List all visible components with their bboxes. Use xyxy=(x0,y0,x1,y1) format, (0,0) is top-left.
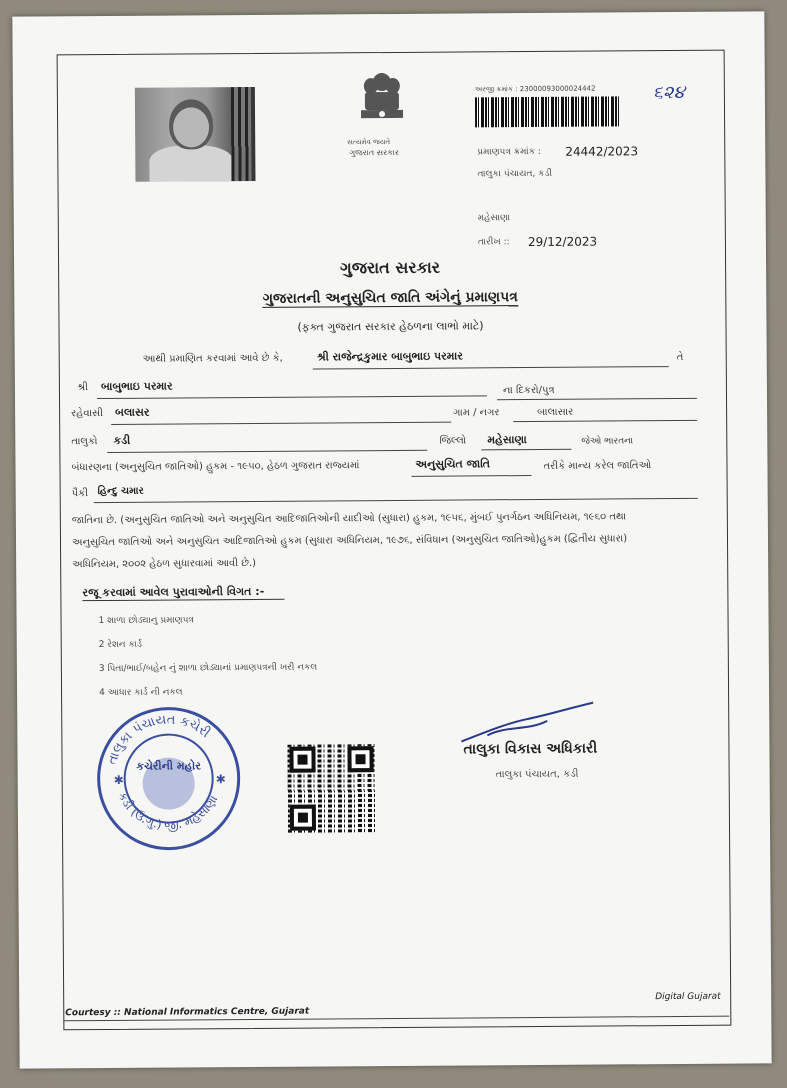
resident-value: બલાસર xyxy=(115,405,150,419)
certificate-title-text: ગુજરાતની અનુસુચિત જાતિ અંગેનું પ્રમાણપત્ર xyxy=(262,289,518,307)
document-item: 3 પિતા/ભાઈ/બહેન નું શાળા છોડ્યાનાં પ્રમાણપત્રની ખરી નકલ xyxy=(98,662,318,675)
shri-label: શ્રી xyxy=(76,382,88,394)
header-district: મહેસાણા xyxy=(477,213,511,224)
footer-digital: Digital Gujarat xyxy=(655,991,721,1003)
certificate-subtitle: (ફક્ત ગુજરાત સરકાર હેઠળના લાભો માટે) xyxy=(297,319,484,334)
resident-label: રહેવાસી xyxy=(71,408,104,420)
signatory-title: તાલુકા વિકાસ અધિકારી xyxy=(463,740,598,758)
emblem-motto: સત્યમેવ જયતે xyxy=(347,138,391,147)
svg-text:કચેરીની મહોર: કચેરીની મહોર xyxy=(136,759,201,773)
issue-date: 29/12/2023 xyxy=(527,234,598,250)
recognized-text: તરીકે માન્ય કરેલ જાતિઓ xyxy=(543,460,652,472)
constitution-text: બંધારણના (અનુસુચિત જાતિઓ) હુકમ - ૧૯૫૦, હેઠળ ગુજરાત રાજ્યમાં xyxy=(71,460,360,474)
svg-text:તાલુકા પંચાયત કચેરી: તાલુકા પંચાયત કચેરી xyxy=(104,712,213,767)
son-daughter-label: ના દિકરો/પુત્ર xyxy=(502,384,555,397)
svg-text:કડી (ઉ.ગુ.) જી. મહેસાણા: કડી (ઉ.ગુ.) જી. મહેસાણા xyxy=(115,789,221,833)
emblem-govt: ગુજરાત સરકાર xyxy=(349,147,400,158)
handwritten-number: ૬૨૪ xyxy=(652,81,685,104)
certify-text: આથી પ્રમાણિત કરવામાં આવે છે કે, xyxy=(142,352,283,365)
taluka-label: તાલુકો xyxy=(71,436,98,448)
sub-caste-value: હિન્દુ ચમાર xyxy=(97,485,144,498)
qr-code xyxy=(287,744,376,833)
footer-courtesy: Courtesy :: National Informatics Centre, Gujarat xyxy=(65,1006,310,1019)
header-office: તાલુકા પંચાયત, કડી xyxy=(477,168,553,180)
national-emblem-icon xyxy=(351,68,413,134)
village-label: ગામ / નગર xyxy=(453,407,500,419)
taluka-value: કડી xyxy=(113,433,131,447)
document-item: 2 રેશન કાર્ડ xyxy=(98,639,143,651)
documents-heading: રજૂ કરવામાં આવેલ પુરાવાઓની વિગત :- xyxy=(82,585,284,601)
father-name: બાબુભાઇ પરમાર xyxy=(100,379,173,394)
document-item: 1 શાળા છોડ્યાનુ પ્રમાણપત્ર xyxy=(98,615,194,627)
application-number: અરજી ક્રમાંક : 23000093000024442 xyxy=(474,84,596,94)
holder-name: શ્રી રાજેન્દ્રકુમાર બાબુભાઇ પરમાર xyxy=(316,349,463,364)
signatory-office: તાલુકા પંચાયત, કડી xyxy=(495,768,579,781)
caste-category: અનુસુચિત જાતિ xyxy=(415,457,491,471)
district-value: મહેસાણા xyxy=(487,433,527,447)
applicant-photo xyxy=(135,87,256,182)
govt-title: ગુજરાત સરકાર xyxy=(340,257,441,278)
village-value: બાલાસાર xyxy=(537,406,574,418)
district-label: જિલ્લો xyxy=(439,435,467,447)
certificate-number: 24442/2023 xyxy=(565,144,639,159)
india-text: જેઓ ભારતના xyxy=(581,436,634,447)
legal-paragraph-line2: અનુસુચિત જાતિઓ અને અનુસુચિત આદિજાતિઓ હુકમ (સુધારા અધિનિયમ, ૧૯૭૬, સંવિધાન (અનુસુચિત જાતિઓ)હુકમ (દ્વિતીય સુધારા) xyxy=(71,533,628,549)
te-text: તે xyxy=(676,351,684,364)
sub-caste-label: પૈકી xyxy=(71,488,89,500)
barcode xyxy=(475,96,619,127)
document-item: 4 આધાર કાર્ડ ની નકલ xyxy=(99,687,183,699)
svg-text:✱: ✱ xyxy=(215,772,226,787)
certificate-sheet xyxy=(12,11,771,1068)
date-label: તારીખ :: xyxy=(477,237,510,248)
office-seal xyxy=(93,703,244,854)
certificate-number-label: પ્રમાણપત્ર ક્રમાંક : xyxy=(477,146,541,158)
legal-paragraph-line3: અધિનિયમ, ૨૦૦૨ હેઠળ સુધારવામાં આવી છે.) xyxy=(72,557,257,571)
legal-paragraph-line1: જાતિના છે. (અનુસુચિત જાતિઓ અને અનુસુચિત આદિજાતિઓની યાદીઓ (સુધારા) હુકમ, ૧૯૫૬, મુંબઈ પુનર્ગઠન અધિનિયમ, ૧૯૬૦ તથા xyxy=(71,511,627,527)
signature xyxy=(457,701,597,746)
svg-text:✱: ✱ xyxy=(113,772,124,787)
